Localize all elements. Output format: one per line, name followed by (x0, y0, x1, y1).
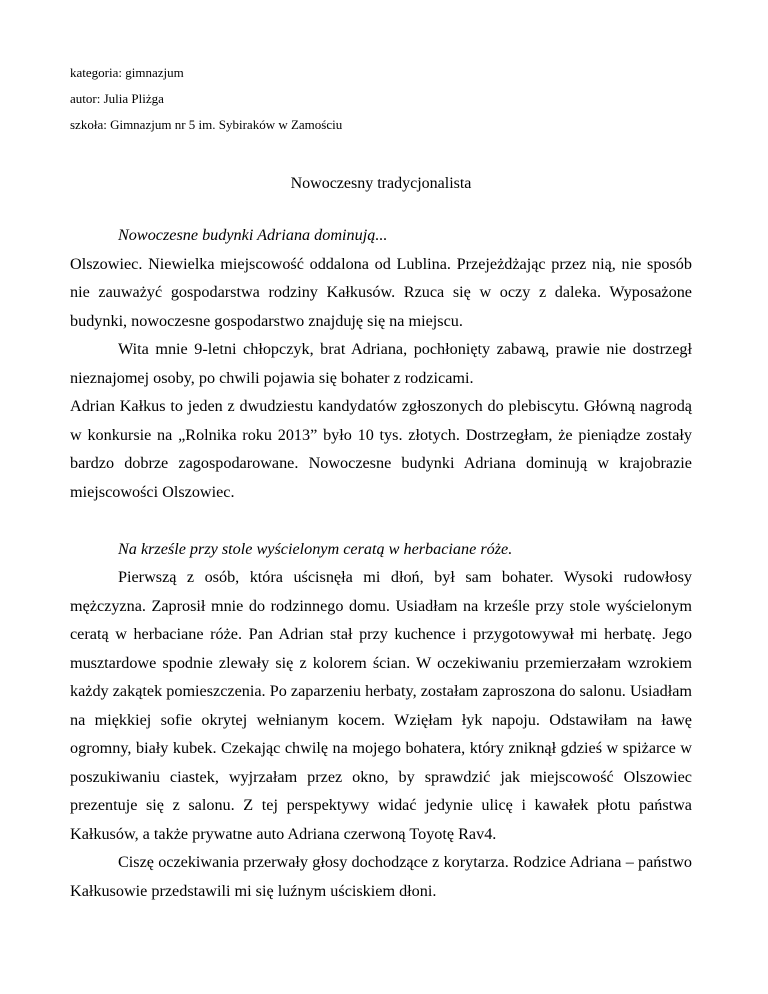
paragraph: Adrian Kałkus to jeden z dwudziestu kandydatów zgłoszonych do plebiscytu. Główną nagrodą w konkursie na „Rolnika roku 2013” było 10 tys. złotych. Dostrzegłam, że pieniądze zostały bardzo dobrze zagospodarowane. Nowoczesne budynki Adriana dominują w krajobrazie miejscowości Olszowiec. (70, 397, 692, 501)
paragraph: Wita mnie 9-letni chłopczyk, brat Adriana, pochłonięty zabawą, prawie nie dostrzegł nieznajomej osoby, po chwili pojawia się bohater z rodzicami. (70, 340, 692, 387)
paragraph: Olszowiec. Niewielka miejscowość oddalona od Lublina. Przejeżdżając przez nią, nie sposób nie zauważyć gospodarstwa rodziny Kałkusów. Rzuca się w oczy z daleka. Wyposażone budynki, nowoczesne gospodarstwo znajduję się na miejscu. (70, 254, 692, 330)
category-line: kategoria: gimnazjum (70, 65, 184, 80)
paragraph: Ciszę oczekiwania przerwały głosy dochodzące z korytarza. Rodzice Adriana – państwo Kałkusowie przedstawili mi się luźnym uściskiem dłoni. (70, 853, 692, 900)
metadata-block (70, 60, 342, 138)
section-heading-1: Nowoczesne budynki Adriana dominują... (118, 226, 388, 244)
paragraph: Pierwszą z osób, która uścisnęła mi dłoń, był sam bohater. Wysoki rudowłosy mężczyzna. Zaprosił mnie do rodzinnego domu. Usiadłam na krześle przy stole wyścielonym ceratą w herbaciane róże. Pan Adrian stał przy kuchence i przygotowywał mi herbatę. Jego musztardowe spodnie zlewały się z kolorem ścian. W oczekiwaniu przemierzałam wzrokiem każdy zakątek pomieszczenia. Po zaparzeniu herbaty, zostałam zaproszona do salonu. Usiadłam na miękkiej sofie okrytej wełnianym kocem. Wzięłam łyk napoju. Odstawiłam na ławę ogromny, biały kubek. Czekając chwilę na mojego bohatera, który zniknął gdzieś w spiżarce w poszukiwaniu ciastek, wyjrzałam przez okno, by sprawdzić jak miejscowość Olszowiec prezentuje się z salonu. Z tej perspektywy widać jedynie ulicę i kawałek płotu państwa Kałkusów, a także prywatne auto Adriana czerwoną Toyotę Rav4. (70, 568, 692, 843)
article-body (70, 221, 692, 905)
document-title: Nowoczesny tradycjonalista (290, 175, 472, 192)
section-heading-2: Na krześle przy stole wyścielonym ceratą w herbaciane róże. (118, 539, 513, 558)
paragraph-gap (70, 506, 692, 535)
author-line: autor: Julia Pliżga (70, 91, 164, 106)
school-line: szkoła: Gimnazjum nr 5 im. Sybiraków w Zamościu (70, 117, 343, 132)
